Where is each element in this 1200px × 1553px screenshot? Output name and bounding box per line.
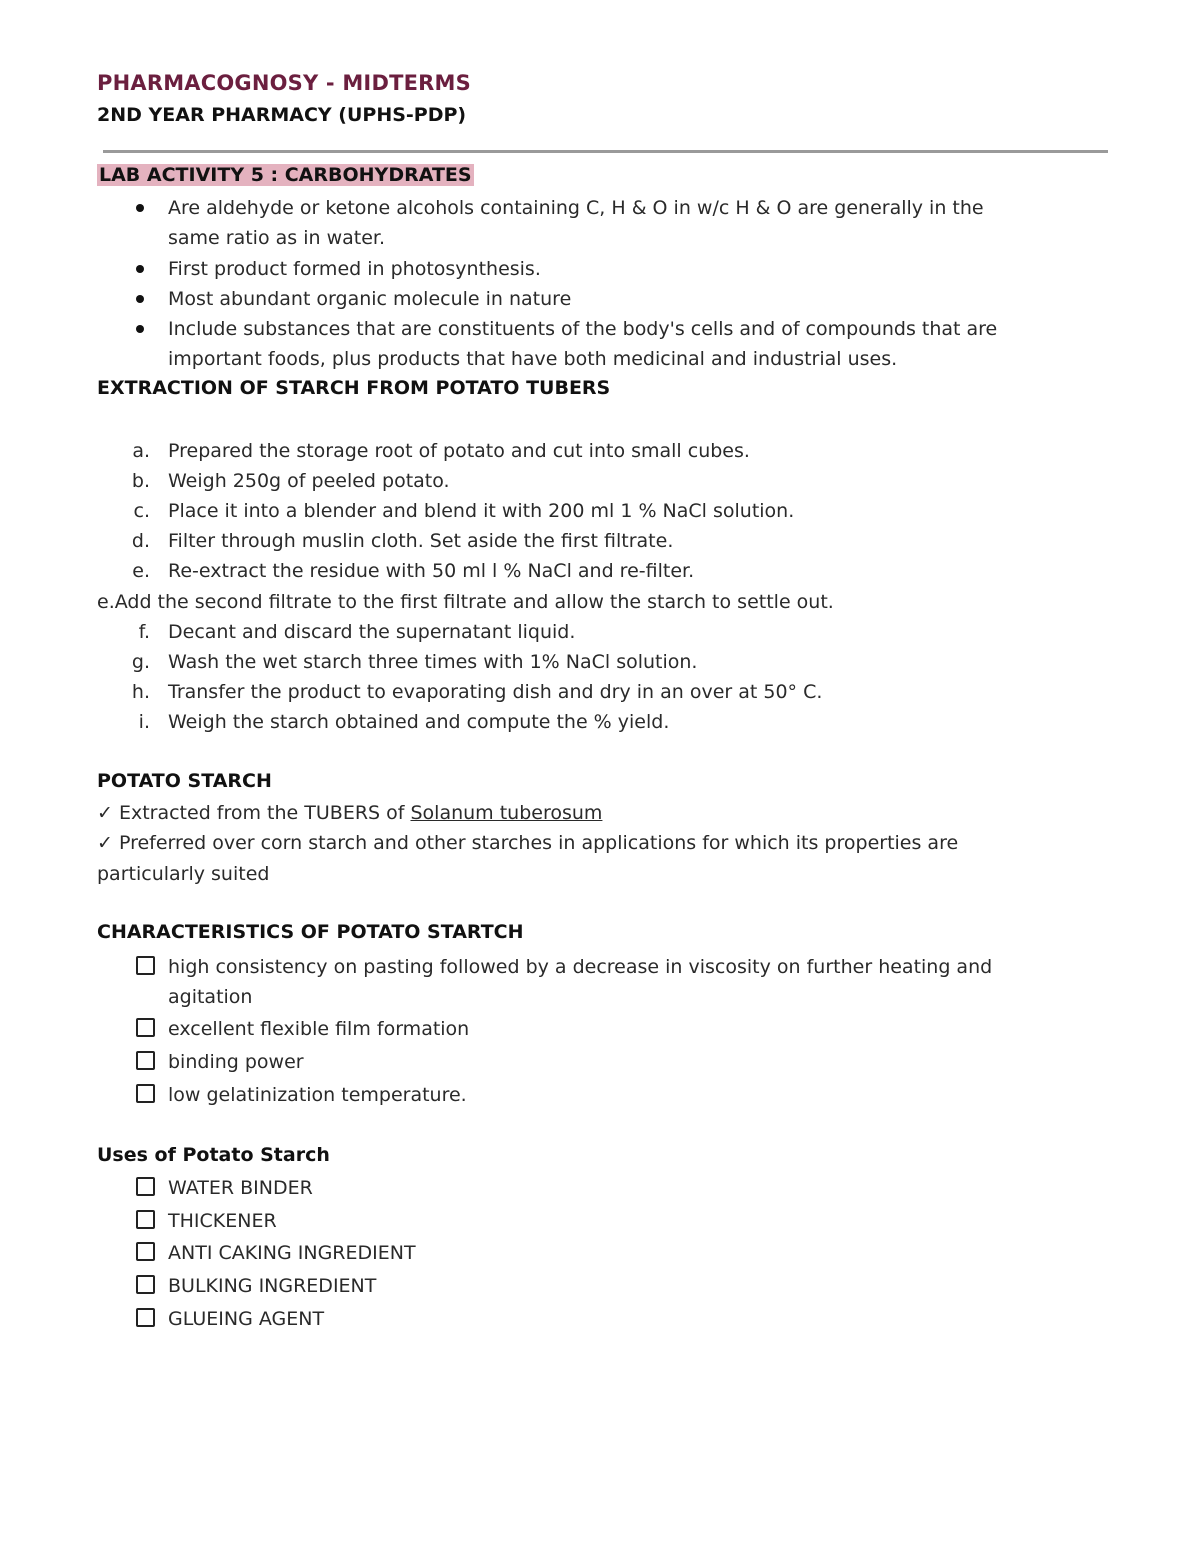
step-text: Weigh the starch obtained and compute the % yield.: [168, 711, 670, 733]
step-text: Place it into a blender and blend it with 200 ml 1 % NaCl solution.: [168, 500, 795, 522]
step-marker: b.: [131, 470, 150, 492]
bullet-text: First product formed in photosynthesis.: [168, 258, 541, 280]
potato-starch-line-prefix: ✓ Extracted from the TUBERS of: [97, 802, 411, 824]
checkbox-icon: [136, 1210, 155, 1229]
step-marker: f.: [138, 621, 150, 643]
uses-heading: Uses of Potato Starch: [97, 1144, 330, 1166]
use-item: BULKING INGREDIENT: [168, 1275, 377, 1297]
extraction-heading: EXTRACTION OF STARCH FROM POTATO TUBERS: [97, 377, 611, 399]
potato-starch-line: ✓ Preferred over corn starch and other starches in applications for which its properties are: [97, 832, 959, 854]
potato-starch-line-continued: particularly suited: [97, 863, 270, 885]
document-title: PHARMACOGNOSY - MIDTERMS: [97, 71, 471, 95]
characteristics-heading: CHARACTERISTICS OF POTATO STARTCH: [97, 921, 524, 943]
step-marker: e.: [132, 560, 150, 582]
step-marker: h.: [131, 681, 150, 703]
step-text: Wash the wet starch three times with 1% NaCl solution.: [168, 651, 698, 673]
characteristic-item-continued: agitation: [168, 986, 253, 1008]
use-item: ANTI CAKING INGREDIENT: [168, 1242, 416, 1264]
heading-highlight: LAB ACTIVITY 5 : CARBOHYDRATES: [99, 164, 472, 186]
bullet-text-continued: same ratio as in water.: [168, 227, 385, 249]
characteristic-item: high consistency on pasting followed by a decrease in viscosity on further heating and: [168, 956, 993, 978]
species-name: Solanum tuberosum: [410, 802, 603, 824]
checkbox-icon: [136, 1308, 155, 1327]
characteristic-item: excellent flexible film formation: [168, 1018, 470, 1040]
step-marker: c.: [133, 500, 150, 522]
bullet-icon: [136, 265, 144, 273]
checkbox-icon: [136, 1051, 155, 1070]
horizontal-rule: [103, 150, 1108, 153]
use-item: GLUEING AGENT: [168, 1308, 325, 1330]
potato-starch-line: [97, 798, 602, 828]
step-text: Decant and discard the supernatant liquid.: [168, 621, 576, 643]
step-text-unindented: e.Add the second filtrate to the first filtrate and allow the starch to settle out.: [97, 591, 834, 613]
use-item: WATER BINDER: [168, 1177, 313, 1199]
step-marker: g.: [131, 651, 150, 673]
step-text: Weigh 250g of peeled potato.: [168, 470, 450, 492]
bullet-text-continued: important foods, plus products that have both medicinal and industrial uses.: [168, 348, 898, 370]
step-marker: a.: [132, 440, 150, 462]
use-item: THICKENER: [168, 1210, 277, 1232]
bullet-text: Include substances that are constituents of the body's cells and of compounds that are: [168, 318, 998, 340]
step-marker: i.: [138, 711, 150, 733]
bullet-text: Are aldehyde or ketone alcohols containing C, H & O in w/c H & O are generally in the: [168, 197, 984, 219]
checkbox-icon: [136, 1242, 155, 1261]
checkbox-icon: [136, 1177, 155, 1196]
step-text: Transfer the product to evaporating dish and dry in an over at 50° C.: [168, 681, 823, 703]
lab-activity-heading: [97, 164, 474, 186]
bullet-icon: [136, 295, 144, 303]
checkbox-icon: [136, 1018, 155, 1037]
bullet-icon: [136, 204, 144, 212]
step-text: Re-extract the residue with 50 ml l % NaCl and re-filter.: [168, 560, 695, 582]
potato-starch-heading: POTATO STARCH: [97, 770, 272, 792]
checkbox-icon: [136, 1275, 155, 1294]
bullet-text: Most abundant organic molecule in nature: [168, 288, 572, 310]
step-text: Filter through muslin cloth. Set aside the first filtrate.: [168, 530, 674, 552]
step-marker: d.: [131, 530, 150, 552]
bullet-icon: [136, 325, 144, 333]
characteristic-item: binding power: [168, 1051, 304, 1073]
checkbox-icon: [136, 956, 155, 975]
checkbox-icon: [136, 1084, 155, 1103]
step-text: Prepared the storage root of potato and cut into small cubes.: [168, 440, 750, 462]
document-subtitle: 2ND YEAR PHARMACY (UPHS-PDP): [97, 104, 467, 126]
characteristic-item: low gelatinization temperature.: [168, 1084, 467, 1106]
